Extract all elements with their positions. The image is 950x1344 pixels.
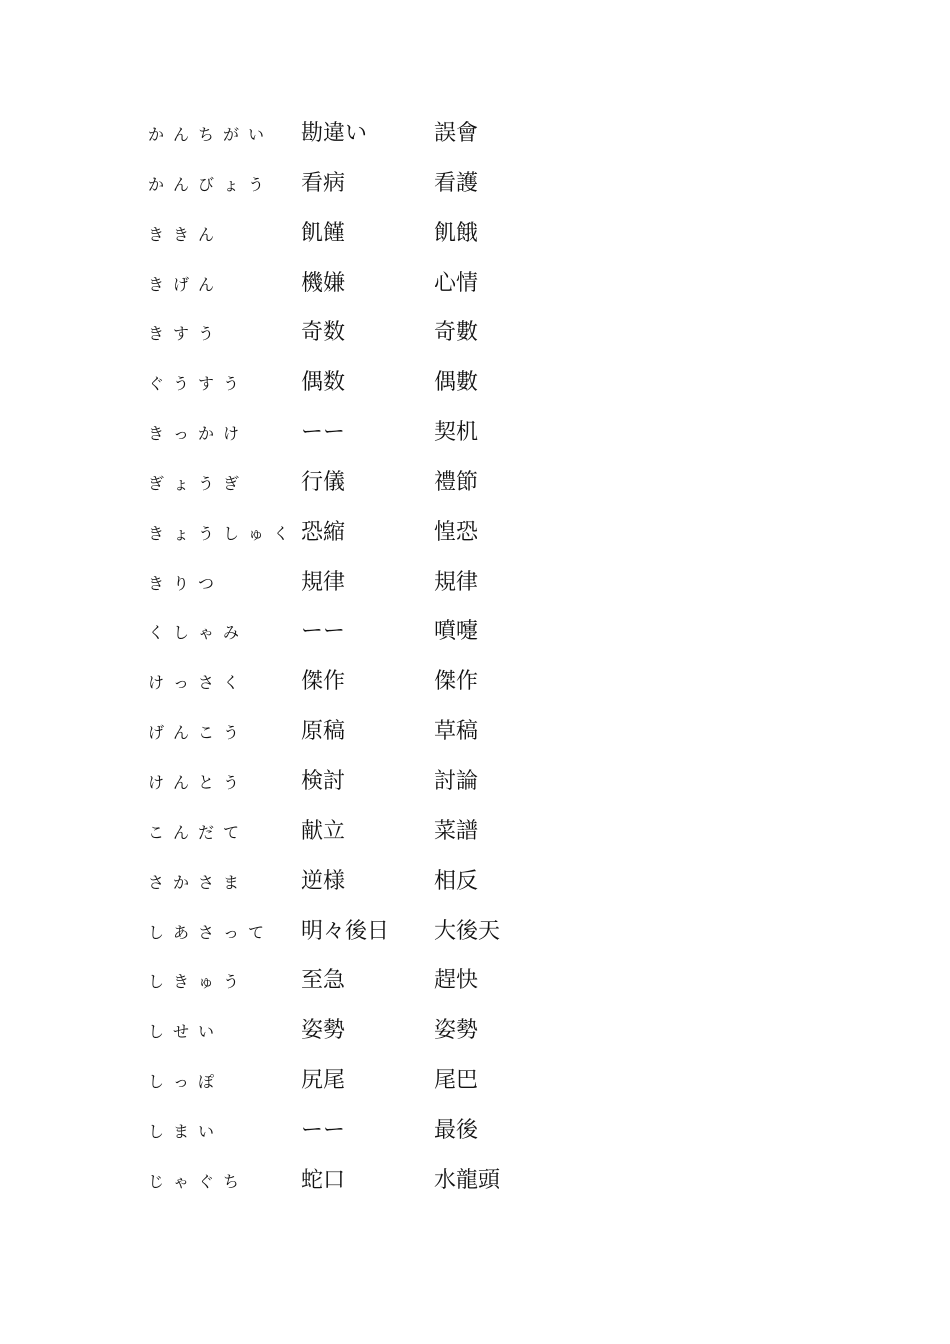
japanese-word: 原稿 [301, 719, 346, 745]
kana-reading: しあさって [148, 922, 274, 942]
chinese-meaning: 相反 [434, 868, 479, 894]
japanese-word: 飢饉 [301, 220, 346, 246]
japanese-word: 尻尾 [301, 1068, 346, 1094]
vocab-row [0, 460, 950, 510]
japanese-word: 傑作 [301, 669, 346, 695]
vocab-row [0, 609, 950, 659]
vocab-row [0, 809, 950, 859]
chinese-meaning: 水龍頭 [434, 1167, 501, 1193]
chinese-meaning: 姿勢 [434, 1018, 479, 1044]
japanese-word: 規律 [301, 569, 346, 595]
japanese-word: 検討 [301, 768, 346, 794]
kana-reading: ぎょうぎ [148, 473, 249, 493]
japanese-word: 献立 [301, 818, 346, 844]
chinese-meaning: 契机 [434, 420, 479, 446]
kana-reading: じゃぐち [148, 1171, 249, 1191]
vocab-row [0, 510, 950, 560]
chinese-meaning: 趕快 [434, 968, 479, 994]
japanese-word: 姿勢 [301, 1018, 346, 1044]
vocab-row [0, 161, 950, 211]
vocab-row [0, 709, 950, 759]
kana-reading: しっぽ [148, 1072, 224, 1092]
vocab-row [0, 410, 950, 460]
kana-reading: きりつ [148, 573, 224, 593]
chinese-meaning: 規律 [434, 569, 479, 595]
japanese-word: ーー [301, 619, 346, 645]
japanese-word: 看病 [301, 170, 346, 196]
vocab-row [0, 211, 950, 261]
vocab-row [0, 859, 950, 909]
vocabulary-list [0, 111, 950, 1208]
vocab-row [0, 560, 950, 610]
japanese-word: ーー [301, 1117, 346, 1143]
kana-reading: しまい [148, 1121, 224, 1141]
vocab-row [0, 111, 950, 161]
kana-reading: きげん [148, 274, 224, 294]
japanese-word: 勘違い [301, 121, 368, 146]
japanese-word: 行儀 [301, 469, 346, 495]
chinese-meaning: 禮節 [434, 469, 479, 495]
kana-reading: ぐうすう [148, 374, 249, 394]
kana-reading: かんちがい [148, 125, 274, 144]
chinese-meaning: 傑作 [434, 669, 479, 695]
kana-reading: こんだて [148, 822, 249, 842]
japanese-word: 奇数 [301, 320, 346, 346]
chinese-meaning: 草稿 [434, 719, 479, 745]
kana-reading: けんとう [148, 772, 249, 792]
kana-reading: しきゅう [148, 972, 249, 992]
kana-reading: けっさく [148, 673, 249, 693]
chinese-meaning: 看護 [434, 170, 479, 196]
kana-reading: しせい [148, 1022, 224, 1042]
chinese-meaning: 大後天 [434, 918, 501, 944]
vocab-row [0, 1008, 950, 1058]
chinese-meaning: 噴嚏 [434, 619, 479, 645]
japanese-word: 明々後日 [301, 918, 390, 944]
vocab-row [0, 261, 950, 311]
chinese-meaning: 誤會 [434, 121, 479, 146]
japanese-word: 機嫌 [301, 270, 346, 296]
japanese-word: ーー [301, 420, 346, 446]
kana-reading: かんびょう [148, 174, 274, 194]
japanese-word: 恐縮 [301, 519, 346, 545]
vocab-row [0, 759, 950, 809]
chinese-meaning: 菜譜 [434, 818, 479, 844]
kana-reading: きっかけ [148, 424, 249, 444]
japanese-word: 逆様 [301, 868, 346, 894]
chinese-meaning: 偶數 [434, 370, 479, 396]
kana-reading: さかさま [148, 872, 249, 892]
vocab-row [0, 1158, 950, 1208]
vocab-row [0, 310, 950, 360]
chinese-meaning: 飢餓 [434, 220, 479, 246]
japanese-word: 至急 [301, 968, 346, 994]
vocab-row [0, 909, 950, 959]
chinese-meaning: 最後 [434, 1117, 479, 1143]
chinese-meaning: 惶恐 [434, 519, 479, 545]
vocab-row [0, 360, 950, 410]
vocab-row [0, 1058, 950, 1108]
vocab-row [0, 958, 950, 1008]
kana-reading: げんこう [148, 723, 249, 743]
chinese-meaning: 討論 [434, 768, 479, 794]
kana-reading: きょうしゅく [148, 523, 299, 543]
kana-reading: ききん [148, 224, 224, 244]
chinese-meaning: 尾巴 [434, 1068, 479, 1094]
vocab-row [0, 1108, 950, 1158]
chinese-meaning: 心情 [434, 270, 479, 296]
chinese-meaning: 奇數 [434, 320, 479, 346]
vocab-row [0, 659, 950, 709]
kana-reading: きすう [148, 324, 224, 344]
japanese-word: 偶数 [301, 370, 346, 396]
kana-reading: くしゃみ [148, 623, 249, 643]
japanese-word: 蛇口 [301, 1167, 346, 1193]
